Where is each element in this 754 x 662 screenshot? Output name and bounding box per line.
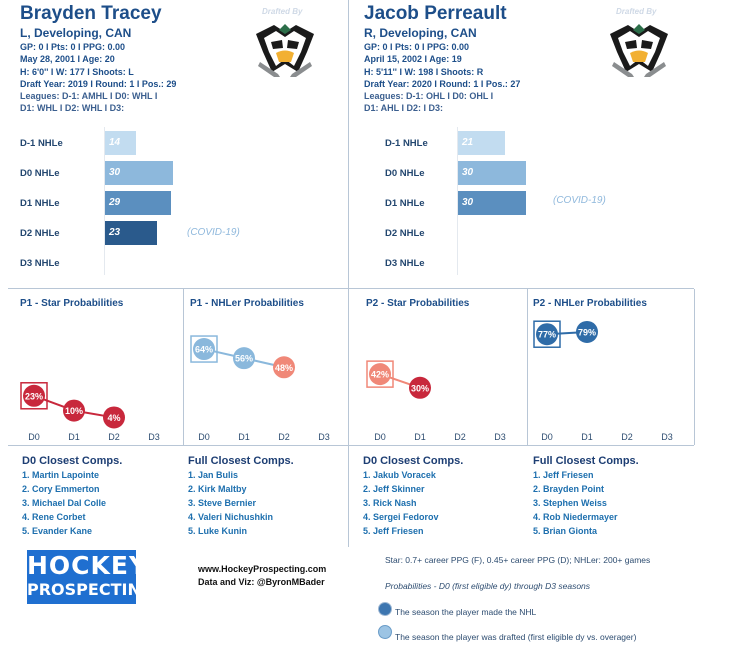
x-tick-label: D3 — [148, 432, 160, 442]
comp-item: 5. Brian Gionta — [533, 526, 598, 536]
x-tick-label: D2 — [278, 432, 290, 442]
nhl-season-marker-icon — [377, 601, 393, 617]
nhle-category-label: D3 NHLe — [385, 258, 425, 269]
nhle-bar-value: 14 — [109, 137, 121, 148]
nhle-category-label: D0 NHLe — [20, 168, 60, 179]
x-tick-label: D2 — [454, 432, 466, 442]
comps-list — [188, 455, 294, 538]
comp-item: 1. Martin Lapointe — [22, 470, 100, 480]
x-tick-label: D2 — [621, 432, 633, 442]
player1-leagues-line: Leagues: D-1: AMHL I D0: WHL I — [20, 91, 158, 102]
x-tick-label: D0 — [28, 432, 40, 442]
definition-text: Star: 0.7+ career PPG (F), 0.45+ career PPG (D); NHLer: 200+ games — [385, 555, 651, 565]
data-label: 23% — [24, 391, 44, 402]
nhle-axis-line — [457, 127, 458, 275]
p2-nhler-probabilities-chart — [527, 294, 695, 444]
player2-info-line: April 15, 2002 I Age: 19 — [364, 54, 462, 65]
comp-item: 5. Jeff Friesen — [363, 526, 424, 536]
comp-item: 1. Jeff Friesen — [533, 470, 594, 480]
panel-title: P2 - NHLer Probabilities — [533, 298, 647, 309]
player1-covid-note: (COVID-19) — [187, 227, 240, 238]
player1-leagues-line: D1: WHL I D2: WHL I D3: — [20, 103, 125, 114]
player2-drafted-by: Drafted By — [616, 7, 657, 16]
ducks-logo-icon — [252, 22, 318, 78]
nhle-bar-value: 30 — [462, 167, 474, 178]
footer-credits — [198, 563, 326, 589]
nhle-category-label: D2 NHLe — [20, 228, 60, 239]
nhle-axis-line — [104, 127, 105, 275]
comps-title: Full Closest Comps. — [533, 455, 639, 467]
panel-title: P1 - Star Probabilities — [20, 298, 124, 309]
player1-name: Brayden Tracey — [20, 3, 162, 24]
nhle-bar — [457, 131, 505, 155]
comp-item: 2. Jeff Skinner — [363, 484, 425, 494]
x-tick-label: D0 — [374, 432, 386, 442]
player1-drafted-by: Drafted By — [262, 7, 303, 16]
nhle-bar — [104, 131, 136, 155]
data-label: 77% — [537, 329, 557, 340]
player2-info-line: Draft Year: 2020 I Round: 1 I Pos.: 27 — [364, 78, 521, 89]
legend-nhl-text: The season the player made the NHL — [395, 607, 537, 617]
comp-item: 3. Steve Bernier — [188, 498, 257, 508]
x-tick-label: D1 — [238, 432, 250, 442]
comp-item: 3. Rick Nash — [363, 498, 417, 508]
nhle-category-label: D3 NHLe — [20, 258, 60, 269]
comp-item: 2. Brayden Point — [533, 484, 605, 494]
comp-item: 4. Rene Corbet — [22, 512, 86, 522]
player1-info-line: Draft Year: 2019 I Round: 1 I Pos.: 29 — [20, 78, 177, 89]
comps-list — [533, 455, 639, 538]
x-tick-label: D2 — [108, 432, 120, 442]
comps-list — [363, 455, 463, 538]
player2-subtitle: R, Developing, CAN — [364, 26, 477, 40]
comp-item: 3. Michael Dal Colle — [22, 498, 107, 508]
comp-item: 2. Kirk Maltby — [188, 484, 247, 494]
data-label: 30% — [410, 383, 430, 394]
comps-title: D0 Closest Comps. — [22, 455, 123, 467]
data-label: 79% — [577, 327, 597, 338]
comps-title: Full Closest Comps. — [188, 455, 294, 467]
player1-info-line: May 28, 2001 I Age: 20 — [20, 54, 115, 65]
nhle-category-label: D2 NHLe — [385, 228, 425, 239]
data-label: 56% — [234, 353, 254, 364]
x-tick-label: D1 — [581, 432, 593, 442]
x-tick-label: D3 — [494, 432, 506, 442]
nhle-category-label: D1 NHLe — [20, 198, 60, 209]
player1-info-line: GP: 0 I Pts: 0 I PPG: 0.00 — [20, 42, 126, 52]
nhle-bar-value: 23 — [109, 227, 121, 238]
nhle-bar — [104, 191, 171, 215]
data-label: 48% — [274, 362, 294, 373]
section-divider — [8, 445, 694, 446]
credit-text: Data and Viz: @ByronMBader — [198, 577, 325, 587]
website-link[interactable]: www.HockeyProspecting.com — [198, 564, 327, 574]
p1-star-probabilities-chart — [14, 294, 182, 444]
player2-covid-note: (COVID-19) — [553, 195, 606, 206]
data-label: 42% — [370, 369, 390, 380]
player1-info — [20, 41, 176, 115]
player2-info-line: GP: 0 I Pts: 0 I PPG: 0.00 — [364, 42, 470, 52]
comp-item: 4. Sergei Fedorov — [363, 512, 439, 522]
nhle-category-label: D1 NHLe — [385, 198, 425, 209]
nhle-bar — [104, 221, 157, 245]
nhle-bar-value: 30 — [462, 197, 474, 208]
comp-item: 5. Evander Kane — [22, 526, 93, 536]
panel-title: P2 - Star Probabilities — [366, 298, 470, 309]
comps-list — [22, 455, 122, 538]
nhle-bar-value: 30 — [109, 167, 121, 178]
panel-title: P1 - NHLer Probabilities — [190, 298, 304, 309]
p1-nhler-probabilities-chart — [184, 294, 352, 444]
nhle-category-label: D0 NHLe — [385, 168, 425, 179]
drafted-season-marker-icon — [377, 624, 393, 640]
x-tick-label: D3 — [661, 432, 673, 442]
comp-item: 1. Jan Bulis — [188, 470, 239, 480]
x-tick-label: D1 — [68, 432, 80, 442]
nhle-category-label: D-1 NHLe — [20, 138, 63, 149]
comp-item: 5. Luke Kunin — [188, 526, 248, 536]
x-tick-label: D0 — [541, 432, 553, 442]
player2-leagues-line: D1: AHL I D2: I D3: — [364, 103, 444, 114]
player2-info-line: H: 5'11'' I W: 198 I Shoots: R — [364, 66, 484, 77]
comp-item: 2. Cory Emmerton — [22, 484, 100, 494]
legend-drafted-text: The season the player was drafted (first eligible dy vs. overager) — [395, 632, 637, 642]
player1-subtitle: L, Developing, CAN — [20, 26, 132, 40]
comp-item: 3. Stephen Weiss — [533, 498, 607, 508]
section-divider — [8, 288, 694, 289]
ducks-logo-icon — [606, 22, 672, 78]
hockey-prospecting-logo — [27, 550, 154, 604]
player2-nhle-chart — [349, 125, 697, 280]
nhle-bar-value: 29 — [109, 197, 121, 208]
x-tick-label: D0 — [198, 432, 210, 442]
x-tick-label: D3 — [318, 432, 330, 442]
comps-title: D0 Closest Comps. — [363, 455, 464, 467]
p2-star-probabilities-chart — [360, 294, 528, 444]
x-tick-label: D1 — [414, 432, 426, 442]
data-label: 64% — [194, 344, 214, 355]
nhle-bar — [104, 161, 173, 185]
data-label: 4% — [107, 412, 121, 423]
comp-item: 4. Valeri Nichushkin — [188, 512, 274, 522]
player2-leagues-line: Leagues: D-1: OHL I D0: OHL I — [364, 91, 494, 102]
nhle-category-label: D-1 NHLe — [385, 138, 428, 149]
player2-info — [364, 41, 520, 115]
nhle-bar — [457, 191, 526, 215]
comp-item: 1. Jakub Voracek — [363, 470, 436, 480]
player2-name: Jacob Perreault — [364, 3, 507, 24]
nhle-bar-value: 21 — [462, 137, 474, 148]
center-divider — [348, 0, 349, 547]
player1-info-line: H: 6'0'' I W: 177 I Shoots: L — [20, 66, 134, 77]
nhle-bar — [457, 161, 526, 185]
probabilities-note: Probabilities - D0 (first eligible dy) through D3 seasons — [385, 581, 591, 591]
data-label: 10% — [64, 406, 84, 417]
player1-nhle-chart — [0, 125, 348, 280]
logo-line2: PROSPECTING — [27, 580, 154, 599]
comp-item: 4. Rob Niedermayer — [533, 512, 618, 522]
logo-line1: HOCKEY — [27, 551, 149, 580]
